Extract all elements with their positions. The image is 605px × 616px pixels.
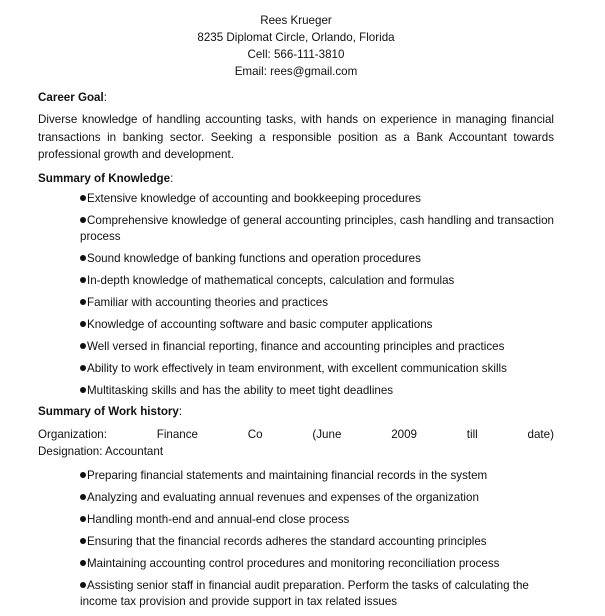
cell-phone: Cell: 566-111-3810 (247, 48, 345, 61)
bullet-icon (80, 321, 86, 327)
heading-colon: : (170, 171, 174, 185)
bullet-icon (80, 560, 86, 566)
org-word: Co (247, 427, 263, 441)
work-history-heading (38, 403, 554, 420)
org-word: (June (312, 427, 342, 441)
contact-header (38, 12, 554, 80)
bullet-icon (80, 299, 86, 305)
list-item: Extensive knowledge of accounting and bookkeeping procedures (80, 191, 554, 208)
list-item: Assisting senior staff in financial audit preparation. Perform the tasks of calculating the income tax provision and provide support in tax related issues (80, 578, 529, 608)
heading-colon: : (103, 91, 107, 104)
knowledge-heading (38, 170, 554, 187)
list-item: Analyzing and evaluating annual revenues and expenses of the organization (80, 490, 554, 507)
bullet-icon (80, 195, 86, 201)
list-item: Maintaining accounting control procedures and monitoring reconciliation process (80, 556, 554, 573)
bullet-icon (80, 538, 86, 544)
career-goal-heading (38, 89, 554, 106)
list-item: Multitasking skills and has the ability to meet tight deadlines (80, 383, 554, 400)
bullet-icon (80, 217, 86, 223)
list-item: Ensuring that the financial records adheres the standard accounting principles (80, 534, 554, 551)
heading-colon: : (178, 404, 183, 418)
bullet-icon (80, 516, 86, 522)
bullet-icon (80, 582, 86, 588)
list-item: Ability to work effectively in team environment, with excellent communication skills (80, 361, 554, 378)
bullet-icon (80, 343, 86, 349)
list-item: Sound knowledge of banking functions and operation procedures (80, 251, 554, 268)
bullet-icon (80, 365, 86, 371)
email: Email: rees@gmail.com (234, 65, 358, 78)
bullet-icon (80, 472, 86, 478)
org-word: date) (527, 427, 554, 441)
heading-text: Summary of Work history (38, 404, 179, 418)
career-goal-text: Diverse knowledge of handling accounting tasks, with hands on experience in managing financial transactions in banking sector. Seeking a responsible position as a Bank Accountant towards professional growth and development. (38, 113, 554, 161)
org-word: till (466, 427, 478, 441)
list-item: Handling month-end and annual-end close process (80, 512, 554, 529)
list-item: Preparing financial statements and maintaining financial records in the system (80, 468, 554, 485)
org-word: 2009 (391, 427, 417, 441)
org-word: Finance (156, 427, 198, 441)
list-item: Comprehensive knowledge of general accounting principles, cash handling and transaction process (80, 213, 554, 243)
heading-text: Career Goal (38, 91, 104, 104)
address: 8235 Diplomat Circle, Orlando, Florida (197, 31, 395, 44)
list-item: In-depth knowledge of mathematical concepts, calculation and formulas (80, 273, 554, 290)
bullet-icon (80, 255, 86, 261)
list-item: Well versed in financial reporting, finance and accounting principles and practices (80, 339, 554, 356)
list-item: Familiar with accounting theories and practices (80, 295, 554, 312)
org-label: Organization: (38, 427, 107, 441)
heading-text: Summary of Knowledge (38, 171, 171, 185)
organization-line (38, 426, 554, 443)
bullet-icon (80, 387, 86, 393)
designation: Designation: Accountant (38, 444, 164, 458)
list-item: Knowledge of accounting software and basic computer applications (80, 317, 554, 334)
candidate-name: Rees Krueger (260, 14, 332, 27)
knowledge-list (38, 191, 554, 400)
work-duties-list (38, 468, 554, 611)
bullet-icon (80, 494, 86, 500)
resume-page (38, 0, 554, 616)
bullet-icon (80, 277, 86, 283)
